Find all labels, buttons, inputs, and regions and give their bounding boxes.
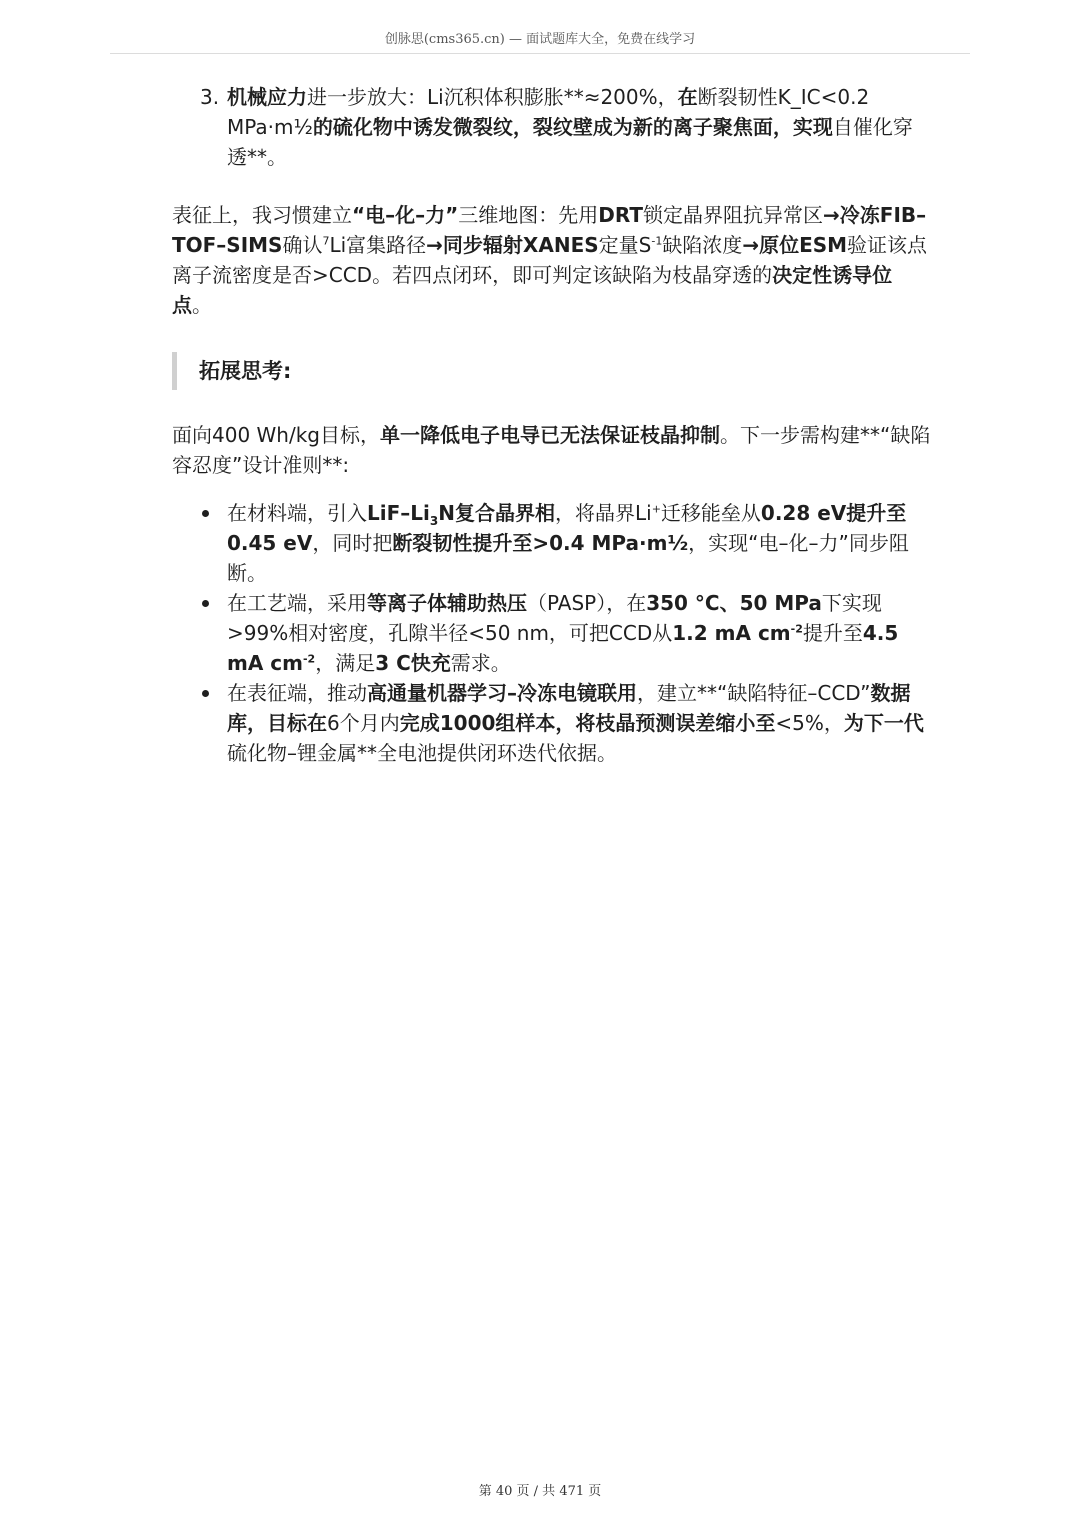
text: 提升至 xyxy=(802,621,863,645)
bullet-icon xyxy=(202,600,209,607)
bullet-icon xyxy=(202,510,209,517)
bold-text: 决定性诱导位点 xyxy=(172,263,893,317)
bold-text: 在 xyxy=(677,85,698,109)
text: 需求。 xyxy=(450,651,511,675)
bold-text: 1.2 mA cm xyxy=(672,621,791,645)
text: 硫化物–锂金属**全电池提供闭环迭代依据。 xyxy=(227,741,617,765)
bold-text: 高通量机器学习–冷冻电镜联用 xyxy=(367,681,637,705)
bold-text: 单一降低电子电导已无法保证枝晶抑制 xyxy=(380,423,720,447)
bold-text: 等离子体辅助热压 xyxy=(367,591,527,615)
text: 面向400 Wh/kg目标， xyxy=(172,423,380,447)
text: （PASP），在 xyxy=(527,591,647,615)
text: 下实现>99%相对密度，孔隙半径<50 nm，可把CCD从 xyxy=(227,591,882,645)
list-number: 3. xyxy=(200,85,220,109)
superscript: -2 xyxy=(790,622,803,636)
list-item xyxy=(172,588,932,678)
list-item xyxy=(172,498,932,588)
superscript: + xyxy=(651,502,661,516)
bold-text: 的硫化物中诱发微裂纹，裂纹壁成为新的离子聚焦面，实现 xyxy=(312,115,833,139)
superscript: -2 xyxy=(302,652,316,666)
superscript: 7 xyxy=(322,234,330,248)
list-item xyxy=(172,678,932,768)
bold-text: 0.28 eV提升至0.45 eV xyxy=(227,501,907,555)
bold-text: “电–化–力” xyxy=(352,203,459,227)
text: 。 xyxy=(192,293,212,317)
bold-text: 350 °C、50 MPa xyxy=(646,591,822,615)
text: ，满足 xyxy=(315,651,376,675)
list-item-text xyxy=(227,82,932,172)
bold-text: 完成1000组样本，将枝晶预测误差缩小至 xyxy=(399,711,776,735)
text: 缺陷浓度 xyxy=(662,233,743,257)
text: 自催化穿透**。 xyxy=(227,115,913,169)
bold-text: →同步辐射XANES xyxy=(426,233,599,257)
bold-text: 3 C快充 xyxy=(375,651,451,675)
text: 表征上，我习惯建立 xyxy=(172,203,352,227)
page-content xyxy=(172,82,932,768)
text: 定量S xyxy=(598,233,652,257)
bold-text: →冷冻FIB–TOF–SIMS xyxy=(172,203,927,257)
bold-text: →原位ESM xyxy=(742,233,848,257)
bold-text: 4.5 mA cm xyxy=(227,621,899,675)
blockquote xyxy=(172,352,932,390)
bold-text: 为下一代 xyxy=(843,711,924,735)
paragraph-outlook xyxy=(172,420,932,480)
header-divider xyxy=(110,53,970,54)
paragraph-characterization xyxy=(172,200,932,320)
text: 在表征端，推动 xyxy=(227,681,367,705)
bold-text: 断裂韧性提升至>0.4 MPa·m½ xyxy=(392,531,689,555)
text: ，将晶界Li xyxy=(554,501,652,525)
bold-text: DRT xyxy=(598,203,644,227)
superscript: -1 xyxy=(651,234,663,248)
text: 确认 xyxy=(282,233,323,257)
text: 三维地图：先用 xyxy=(458,203,599,227)
bold-text: LiF–Li xyxy=(367,501,430,525)
bullet-icon xyxy=(202,690,209,697)
text: Li富集路径 xyxy=(329,233,427,257)
text: 在工艺端，采用 xyxy=(227,591,367,615)
bold-text: 数据库，目标在 xyxy=(227,681,911,735)
text: <5%， xyxy=(775,711,844,735)
text: 。下一步需构建**“缺陷容忍度”设计准则**: xyxy=(172,423,931,477)
subscript: 3 xyxy=(429,514,439,528)
text: 锁定晶界阻抗异常区 xyxy=(643,203,824,227)
text: 断裂韧性K_IC<0.2 MPa·m½ xyxy=(227,85,870,139)
bold-text: N复合晶界相 xyxy=(438,501,555,525)
text: ，同时把 xyxy=(312,531,393,555)
text: ，建立**“缺陷特征–CCD” xyxy=(637,681,871,705)
text: ，实现“电–化–力”同步阻断。 xyxy=(227,531,909,585)
text: 迁移能垒从 xyxy=(660,501,761,525)
text: 6个月内 xyxy=(327,711,400,735)
text: 在材料端，引入 xyxy=(227,501,367,525)
text: 验证该点离子流密度是否>CCD。若四点闭环，即可判定该缺陷为枝晶穿透的 xyxy=(172,233,928,287)
list-item-3 xyxy=(172,82,932,172)
text: 进一步放大：Li沉积体积膨胀**≈200%， xyxy=(307,85,678,109)
section-heading: 拓展思考: xyxy=(199,359,292,383)
bullet-list xyxy=(172,498,932,768)
page-header: 创脉思(cms365.cn) — 面试题库大全，免费在线学习 xyxy=(384,32,696,47)
page-footer: 第 40 页 / 共 471 页 xyxy=(478,1484,602,1499)
bold-text: 机械应力 xyxy=(227,85,307,109)
